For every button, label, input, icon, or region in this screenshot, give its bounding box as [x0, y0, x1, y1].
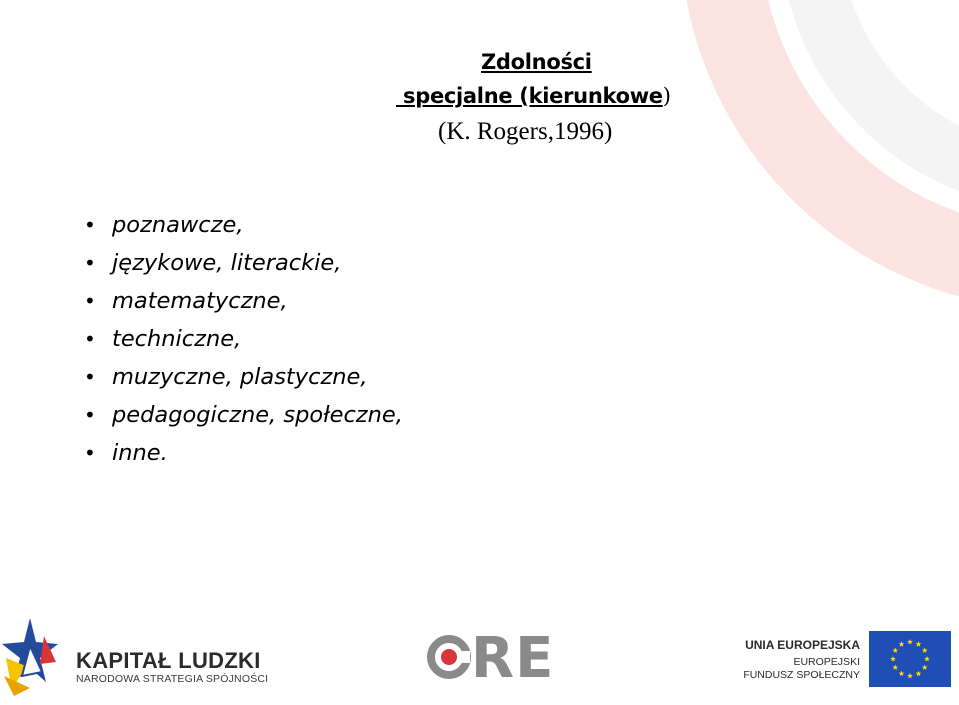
kapital-ludzki-star-logo-icon	[0, 616, 60, 702]
bullet-icon: •	[84, 403, 96, 427]
list-item	[84, 206, 403, 244]
title-line-1: Zdolności	[481, 50, 592, 74]
list-item-text: poznawcze,	[112, 212, 244, 238]
eu-flag-icon	[869, 631, 951, 687]
list-item	[84, 358, 403, 396]
title-line-2-rest: )	[662, 84, 671, 108]
ue-fund-line1: EUROPEJSKI	[793, 656, 860, 668]
bullet-list	[84, 206, 403, 472]
list-item	[84, 282, 403, 320]
list-item-text: pedagogiczne, społeczne,	[112, 402, 403, 428]
bullet-icon: •	[84, 213, 96, 237]
ore-circle-logo-icon	[426, 634, 472, 680]
list-item-text: muzyczne, plastyczne,	[112, 364, 368, 390]
list-item-text: matematyczne,	[112, 288, 288, 314]
title-line-2-underlined: specjalne (kierunkowe	[396, 84, 663, 108]
bullet-icon: •	[84, 441, 96, 465]
decor-arc-gray	[810, 0, 959, 180]
ue-name: UNIA EUROPEJSKA	[745, 638, 860, 652]
ue-fund-line2: FUNDUSZ SPOŁECZNY	[743, 669, 860, 681]
footer-logos	[0, 612, 959, 705]
ore-logo-text: RE	[471, 626, 555, 691]
kapital-ludzki-name: KAPITAŁ LUDZKI	[76, 648, 261, 673]
bullet-icon: •	[84, 251, 96, 275]
title-line-2	[396, 84, 671, 108]
bullet-icon: •	[84, 289, 96, 313]
list-item-text: techniczne,	[112, 326, 242, 352]
list-item	[84, 396, 403, 434]
list-item	[84, 320, 403, 358]
bullet-icon: •	[84, 365, 96, 389]
bullet-icon: •	[84, 327, 96, 351]
list-item-text: językowe, literackie,	[112, 250, 342, 276]
title-citation: (K. Rogers,1996)	[438, 118, 613, 145]
list-item	[84, 244, 403, 282]
list-item	[84, 434, 403, 472]
decor-arc-pink	[720, 0, 959, 270]
list-item-text: inne.	[112, 440, 168, 466]
kapital-ludzki-subtitle: NARODOWA STRATEGIA SPÓJNOŚCI	[76, 673, 269, 685]
